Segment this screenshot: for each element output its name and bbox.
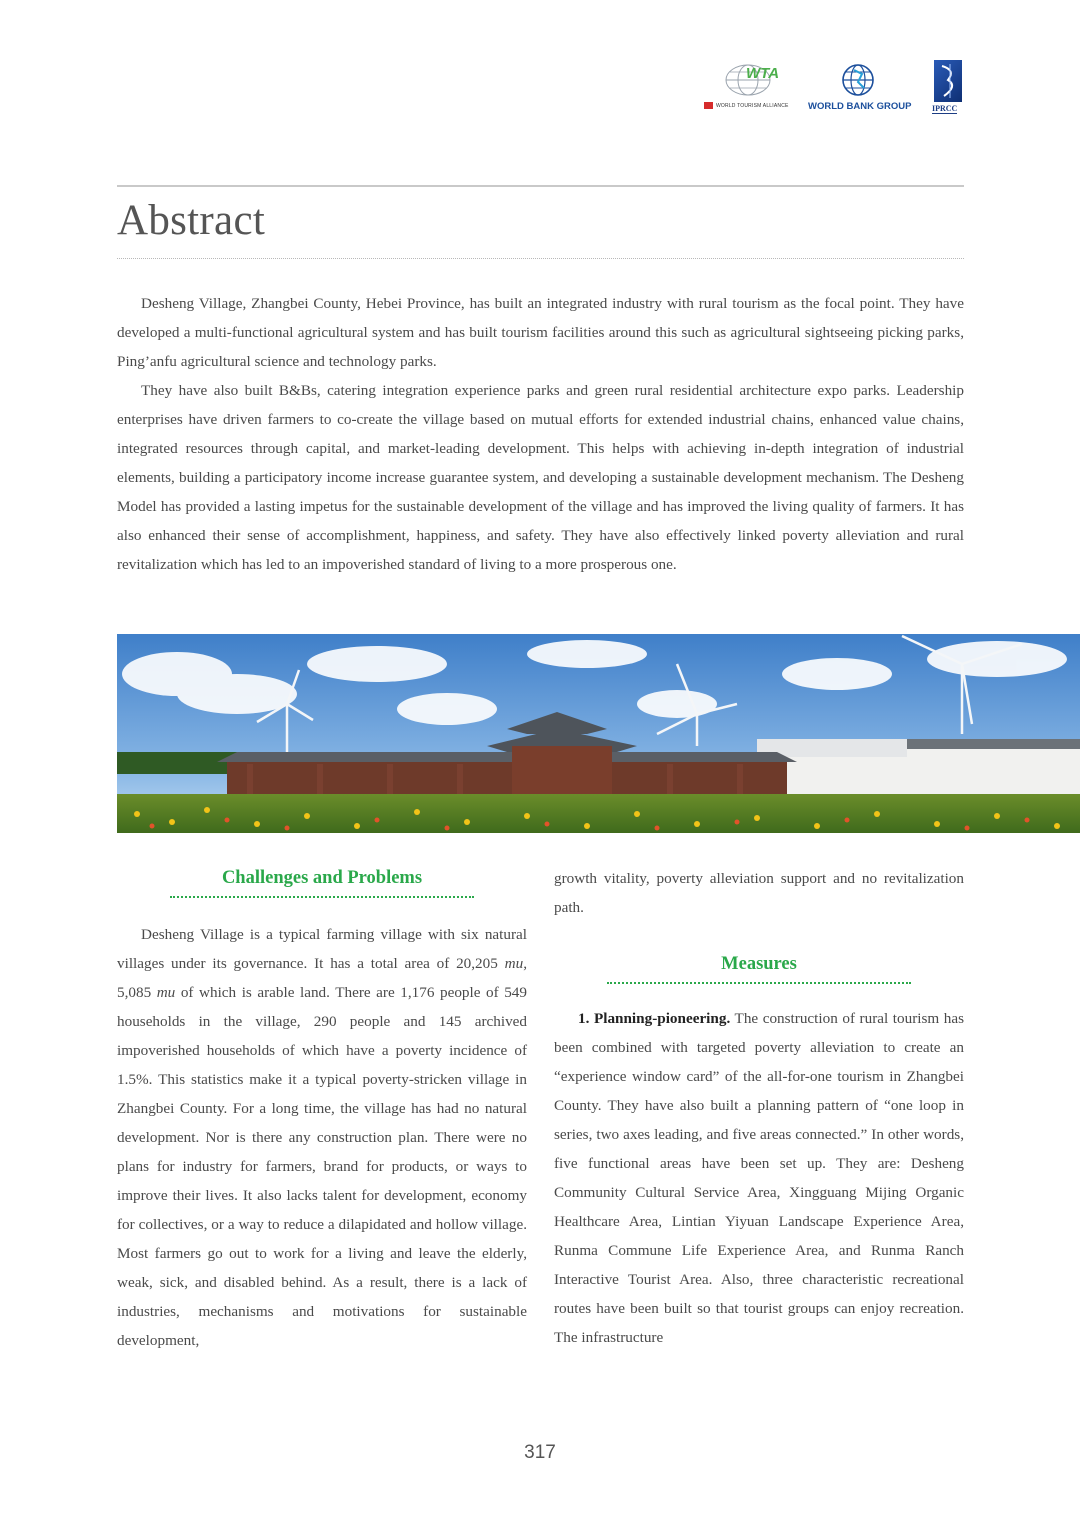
challenges-text-2: , 5,085 [117,955,527,1001]
wta-caption: WORLD TOURISM ALLIANCE [716,102,789,109]
page-title: Abstract [117,197,266,244]
abstract-paragraph-2: They have also built B&Bs, catering integration experience parks and green rural residential architecture expo parks. Leadership enterprises have driven farmers to co-create the village based on mutual efforts for extended industrial chains, enhanced value chains, integrated resources through capital, and market-leading development. This helps with achieving in-depth integration of industrial elements, building a participatory income increase guarantee system, and developing a sustainable development mechanism. The Desheng Model has provided a lasting impetus for the sustainable development of the village and has improved the living quality of farmers. It has also enhanced their sense of accomplishment, happiness, and safety. They have also effectively linked poverty alleviation and rural revitalization which has led to an impoverished standard of living to a more prosperous one. [117,382,964,573]
challenges-continuation: growth vitality, poverty alleviation support and no revitalization path. [554,870,964,916]
measures-heading-dots [607,982,911,984]
wta-flag-icon [704,102,713,109]
iprcc-mark-icon [934,60,962,102]
challenges-paragraph [117,920,527,1355]
abstract-paragraph-1: Desheng Village, Zhangbei County, Hebei Province, has built an integrated industry with rural tourism as the focal point. They have developed a multi-functional agricultural system and has built tourism facilities around this such as agricultural sightseeing picking parks, Ping’anfu agricultural science and technology parks. [117,295,964,370]
iprcc-logo [932,58,964,116]
world-bank-logo [806,62,916,118]
iprcc-caption: IPRCC [932,104,958,113]
wta-logo [704,58,796,116]
title-dotted-rule [117,258,964,259]
challenges-text-1: Desheng Village is a typical farming village with six natural villages under its governance. It has a total area of 20,205 [117,926,527,972]
unit-mu-1: mu [504,955,524,972]
village-banner-photo [117,634,1080,833]
page-number: 317 [524,1442,556,1463]
partner-logos [700,58,970,118]
world-bank-globe-icon [840,62,878,98]
world-bank-caption: WORLD BANK GROUP [808,101,912,112]
left-column [117,864,527,1355]
wta-mark-text: WTA [746,65,780,82]
right-column [554,864,964,1352]
challenges-heading-dots [170,896,474,898]
unit-mu-2: mu [156,984,176,1001]
globe-icon [722,58,786,98]
village-landscape-image [117,634,1080,833]
top-rule [117,185,964,187]
measures-lead: 1. Planning-pioneering. [578,1010,731,1027]
measures-paragraph [554,1004,964,1352]
challenges-text-3: of which is arable land. There are 1,176 people of 549 households in the village, 290 people and 145 archived impoverished households of which have a poverty incidence of 1.5%. This statistics make it a typical poverty-stricken village in Zhangbei County. For a long time, the village has had no natural development. Nor is there any construction plan. There were no plans for industry for farmers, brand for products, or ways to improve their lives. It also lacks talent for development, economy for collectives, or a way to reduce a dilapidated and hollow village. Most farmers go out to work for a living and leave the elderly, weak, sick, and disabled behind. As a result, there is a lack of industries, mechanisms and motivations for sustainable development, [117,984,527,1349]
measures-text: The construction of rural tourism has been combined with targeted poverty alleviation to create an “experience window card” of the all-for-one tourism in Zhangbei County. They have also built a planning pattern of “one loop in series, two axes leading, and five areas connected.” In other words, five functional areas have been set up. They are: Desheng Community Cultural Service Area, Xingguang Mijing Organic Healthcare Area, Lintian Yiyuan Landscape Experience Area, Runma Commune Life Experience Area, and Runma Ranch Interactive Tourist Area. Also, three characteristic recreational routes have been built so that tourist groups can enjoy recreation. The infrastructure [554,1010,964,1346]
abstract-body [117,289,964,579]
challenges-heading: Challenges and Problems [221,868,423,888]
measures-heading: Measures [721,954,797,974]
